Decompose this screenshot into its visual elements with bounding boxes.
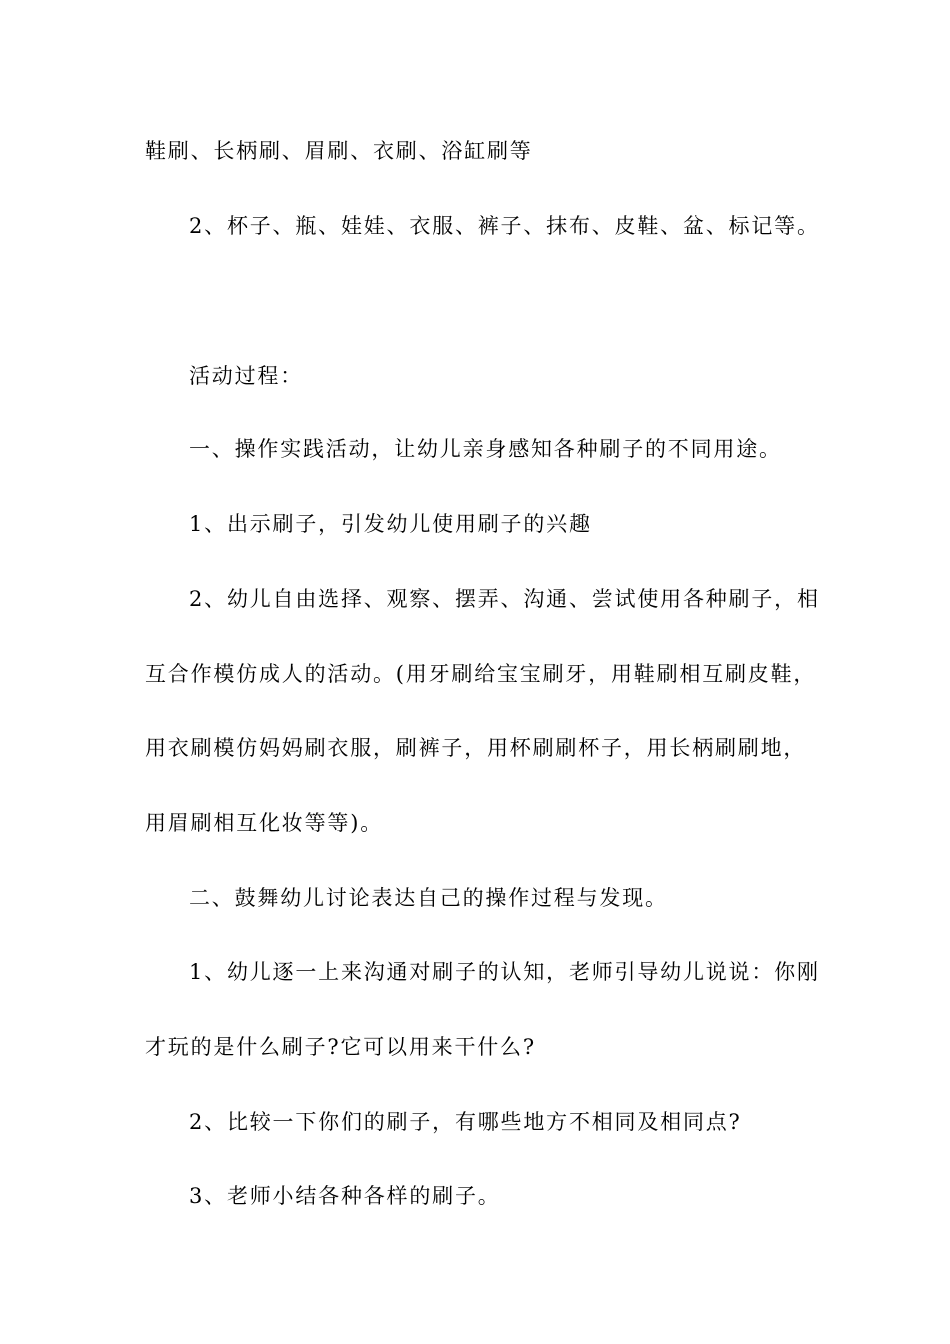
text-line: 2、幼儿自由选择、观察、摆弄、沟通、尝试使用各种刷子，相 bbox=[189, 587, 820, 611]
section-heading: 活动过程： bbox=[189, 364, 303, 388]
text-line: 3、老师小结各种各样的刷子。 bbox=[189, 1184, 501, 1208]
text-line: 1、幼儿逐一上来沟通对刷子的认知，老师引导幼儿说说：你刚 bbox=[189, 960, 820, 984]
text-line: 互合作模仿成人的活动。(用牙刷给宝宝刷牙，用鞋刷相互刷皮鞋， bbox=[145, 662, 817, 686]
text-line: 鞋刷、长柄刷、眉刷、衣刷、浴缸刷等 bbox=[145, 139, 533, 163]
text-line: 二、鼓舞幼儿讨论表达自己的操作过程与发现。 bbox=[189, 886, 668, 910]
text-line: 用衣刷模仿妈妈刷衣服，刷裤子，用杯刷刷杯子，用长柄刷刷地， bbox=[145, 736, 807, 760]
text-line: 2、杯子、瓶、娃娃、衣服、裤子、抹布、皮鞋、盆、标记等。 bbox=[189, 214, 820, 238]
text-line: 1、出示刷子，引发幼儿使用刷子的兴趣 bbox=[189, 512, 592, 536]
text-line: 一、操作实践活动，让幼儿亲身感知各种刷子的不同用途。 bbox=[189, 437, 782, 461]
text-line: 用眉刷相互化妆等等)。 bbox=[145, 811, 383, 835]
text-line: 才玩的是什么刷子?它可以用来干什么? bbox=[145, 1035, 536, 1059]
text-line: 2、比较一下你们的刷子，有哪些地方不相同及相同点? bbox=[189, 1110, 742, 1134]
